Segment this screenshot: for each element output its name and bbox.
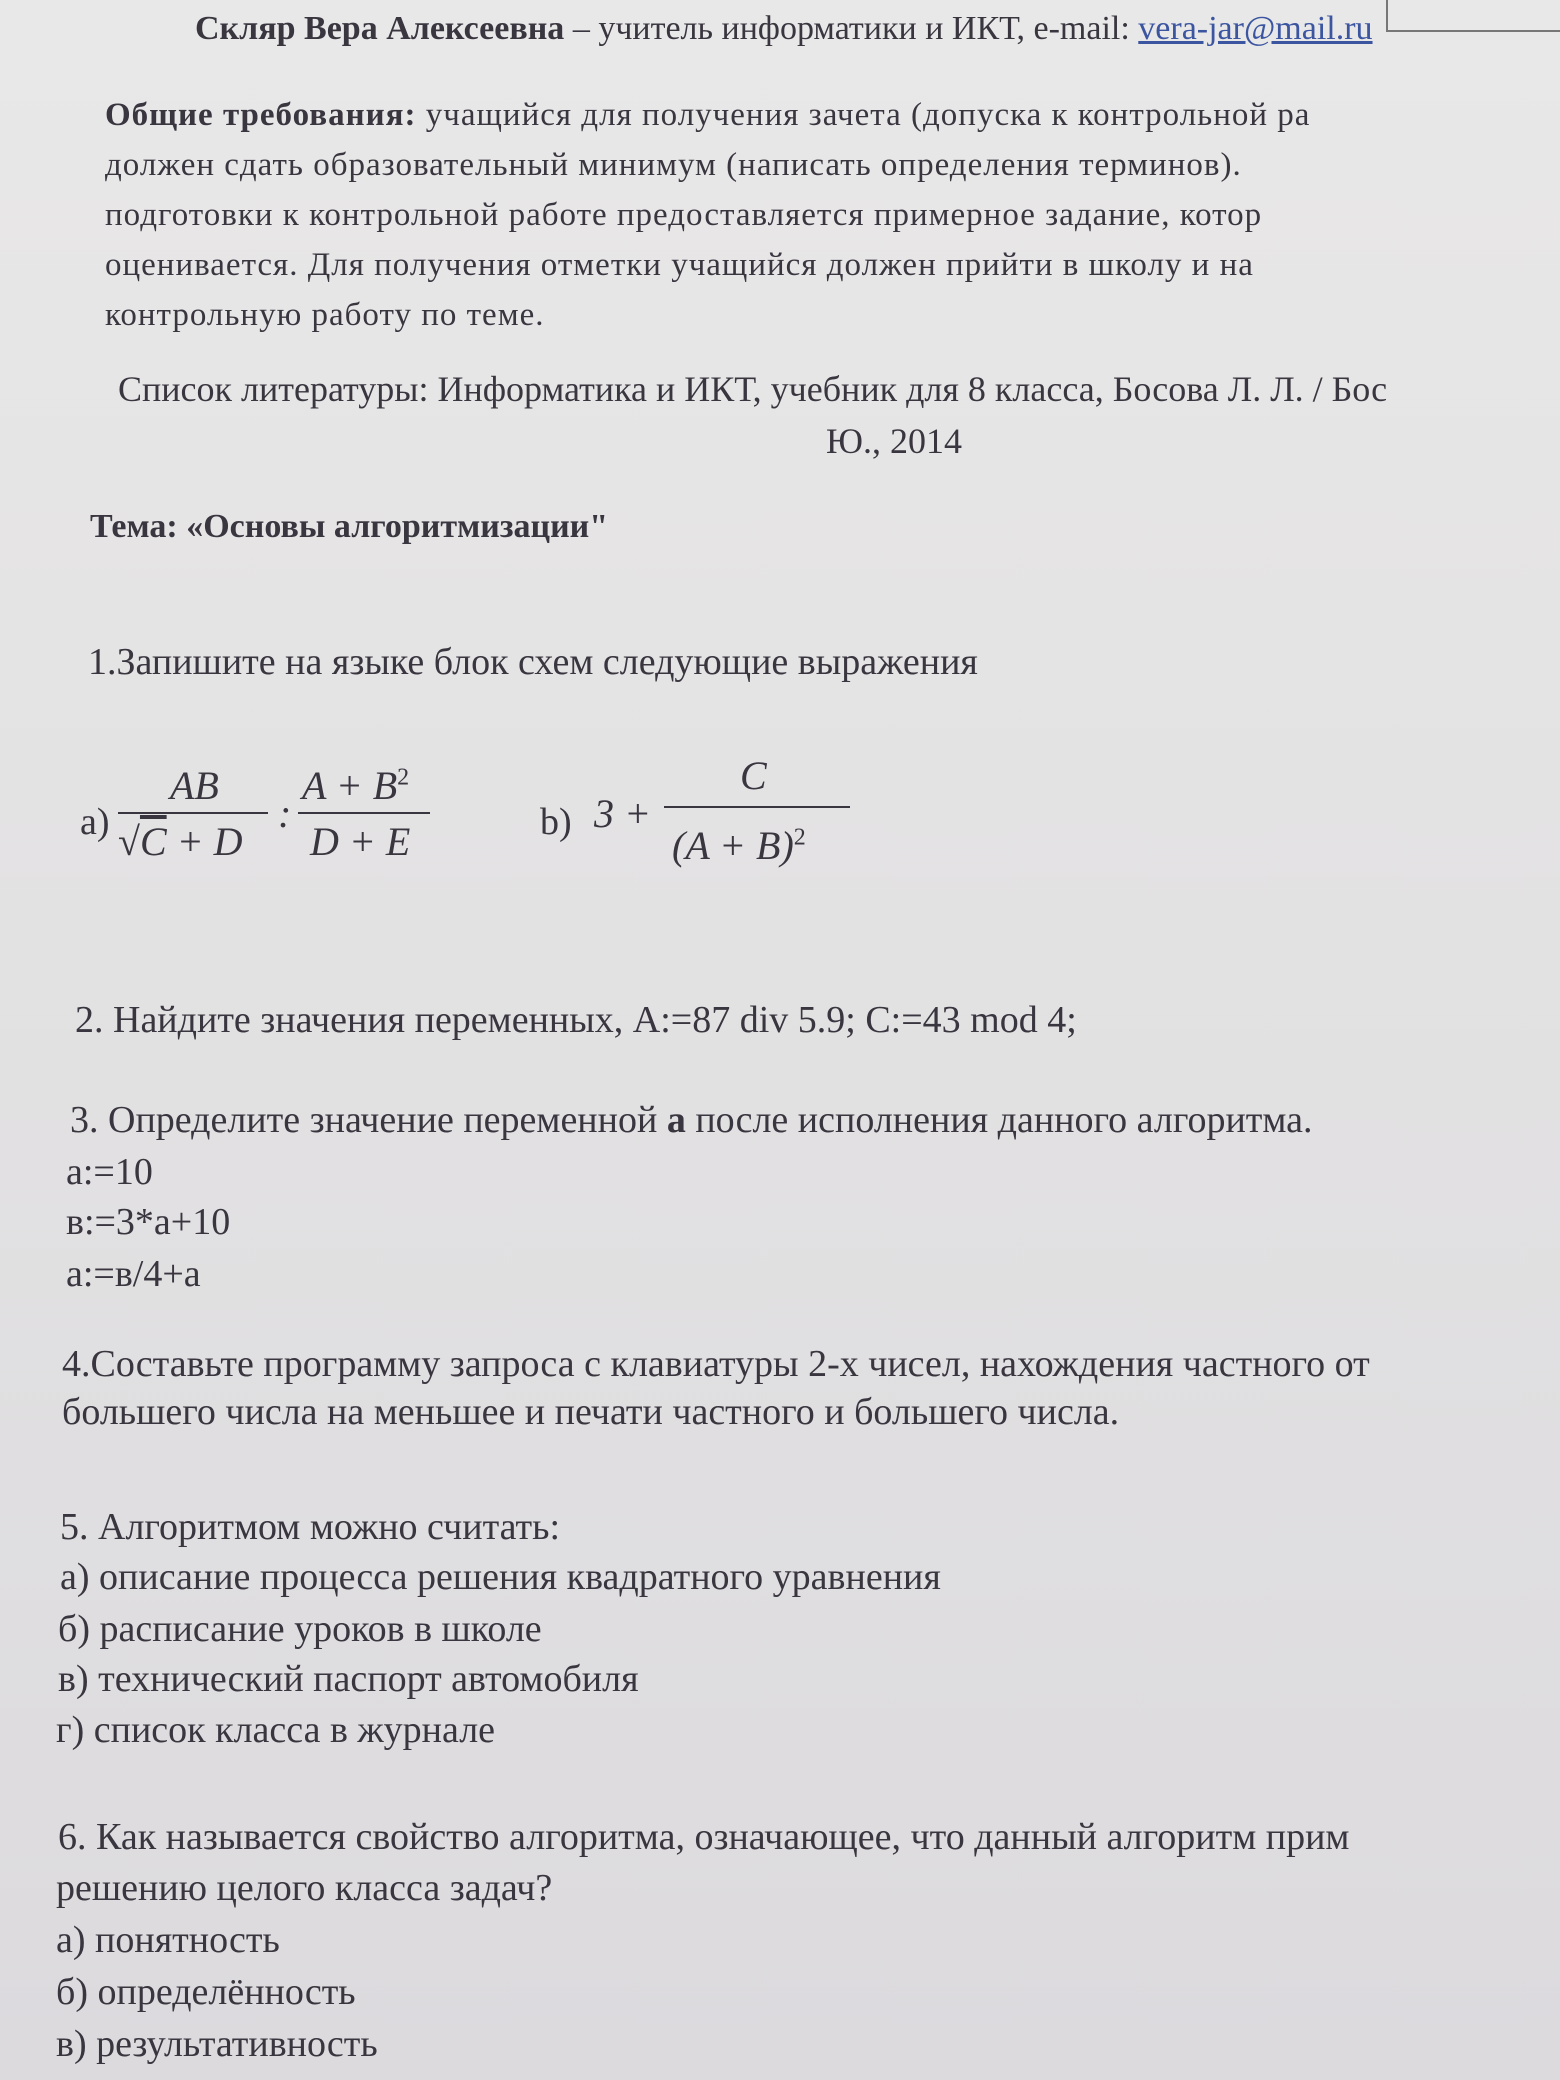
requirements-line-1: Общие требования: учащийся для получения зачета (допуска к контрольной ра — [105, 97, 1311, 133]
formula-a-divider: : — [278, 791, 292, 836]
formula-a-num2: $A + B^2$ — [302, 763, 410, 808]
teacher-email[interactable]: vera-jar@mail.ru — [1138, 10, 1373, 47]
question-6-option-a: а) понятность — [56, 1919, 280, 1961]
formula-a-den1-radicand: C — [139, 819, 167, 864]
question-5-option-d: г) список класса в журнале — [56, 1709, 496, 1751]
question-1: 1.Запишите на языке блок схем следующие выражения — [88, 641, 978, 683]
formula-a-bar2 — [298, 812, 430, 814]
formula-a-num1: AB — [170, 763, 219, 808]
requirements-line-5: контрольную работу по теме. — [105, 297, 545, 333]
question-2: 2. Найдите значения переменных, А:=87 div 5.9; С:=43 mod 4; — [75, 999, 1077, 1041]
literature-line-2: Ю., 2014 — [826, 421, 963, 461]
question-6-line-1: 6. Как называется свойство алгоритма, означающее, что данный алгоритм прим — [58, 1816, 1350, 1858]
formula-a-bar1 — [118, 812, 268, 814]
topic-title: Тема: «Основы алгоритмизации" — [90, 508, 609, 545]
requirements-heading: Общие требования: — [105, 97, 426, 133]
question-5-option-c: в) технический паспорт автомобиля — [58, 1658, 639, 1700]
formula-a-den2: D + E — [310, 819, 411, 864]
requirements-line-4: оценивается. Для получения отметки учащийся должен прийти в школу и на — [105, 247, 1254, 283]
teacher-name: Скляр Вера Алексеевна — [195, 10, 565, 47]
question-6-option-c: в) результативность — [56, 2023, 378, 2065]
question-3-variable: а — [666, 1099, 686, 1141]
formula-b-label: b) — [540, 801, 572, 843]
question-6-option-b: б) определённость — [56, 1971, 356, 2013]
sqrt-sign: √ — [118, 819, 140, 864]
question-5-option-b: б) расписание уроков в школе — [58, 1608, 542, 1650]
requirements-line-3: подготовки к контрольной работе предоставляется примерное задание, котор — [105, 197, 1263, 233]
code-line-2: в:=3*а+10 — [66, 1201, 231, 1243]
formula-a-num2-exp: 2 — [397, 764, 410, 791]
formula-a-den1 — [118, 818, 243, 865]
general-requirements — [105, 90, 1560, 340]
corner-table-fragment — [1386, 0, 1560, 32]
code-line-3: а:=в/4+а — [66, 1253, 201, 1295]
formula-b-bar — [664, 806, 850, 808]
literature-line-1: Список литературы: Информатика и ИКТ, учебник для 8 класса, Босова Л. Л. / Бос — [118, 369, 1388, 409]
formula-a-label: а) — [80, 801, 110, 843]
teacher-role: – учитель информатики и ИКТ, e-mail: — [564, 10, 1139, 47]
question-3: 3. Определите значение переменной а после исполнения данного алгоритма. — [70, 1099, 1313, 1141]
requirements-line-2: должен сдать образовательный минимум (написать определения терминов). — [105, 147, 1242, 183]
formula-b-num: C — [740, 753, 767, 798]
question-4-line-2: большего числа на меньшее и печати частного и большего числа. — [62, 1391, 1120, 1433]
question-5-option-a: а) описание процесса решения квадратного уравнения — [60, 1556, 941, 1598]
formula-b-den-exp: 2 — [793, 824, 806, 851]
code-line-1: а:=10 — [66, 1151, 153, 1193]
formula-a-den1-rest: + D — [166, 819, 243, 864]
formula-b-prefix: 3 + — [594, 791, 651, 836]
question-5: 5. Алгоритмом можно считать: — [60, 1506, 561, 1548]
question-6-line-2: решению целого класса задач? — [56, 1867, 553, 1909]
question-4-line-1: 4.Составьте программу запроса с клавиатуры 2-х чисел, нахождения частного от — [62, 1343, 1370, 1385]
formula-b-den: $(A + B)^2$ — [672, 823, 806, 868]
header-line — [195, 10, 1373, 48]
